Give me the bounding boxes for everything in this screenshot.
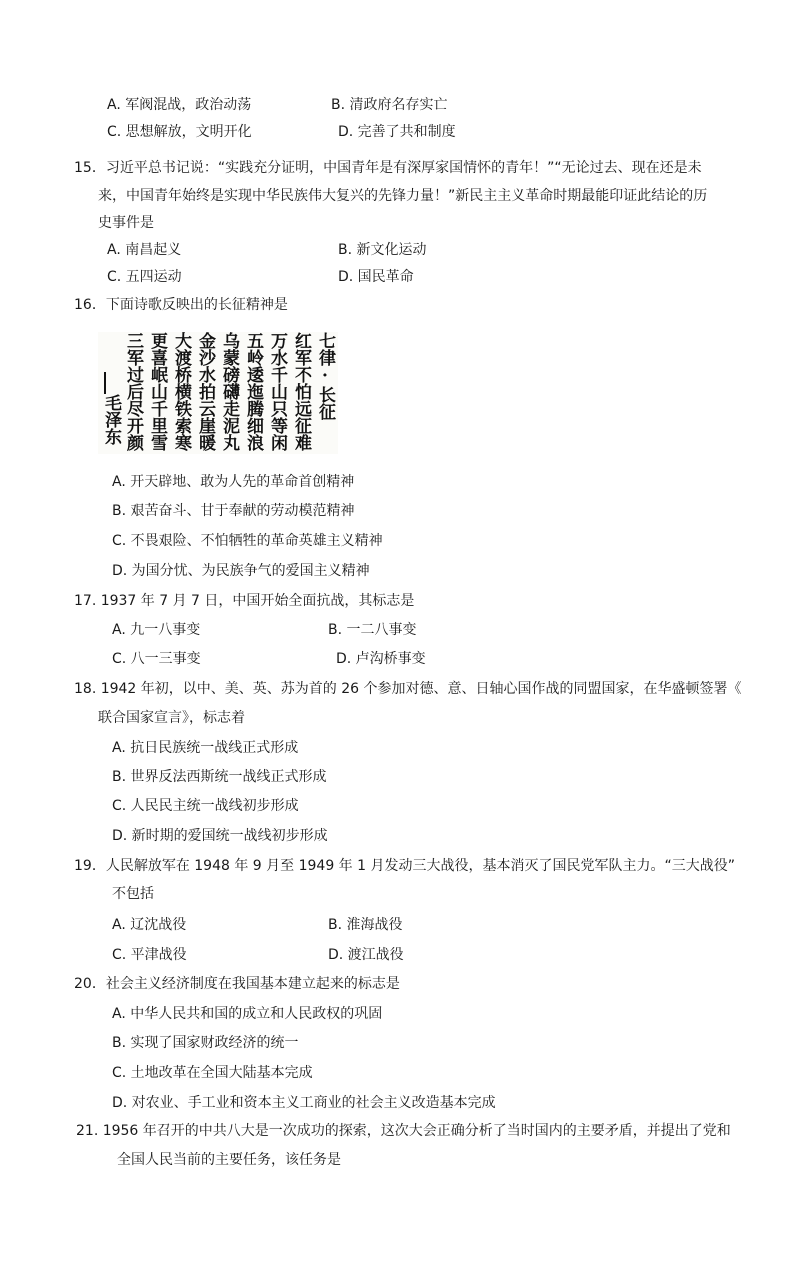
poem-line-6: 大渡桥横铁索寒 [171, 332, 191, 451]
q19-stem-line1: 19．人民解放军在 1948 年 9 月至 1949 年 1 月发动三大战役，基本消灭了国民党军队主力。“三大战役” [74, 858, 735, 874]
poem-line-2: 万水千山只等闲 [267, 332, 287, 451]
q15-stem-line3: 史事件是 [98, 215, 154, 231]
q15-option-a: A. 南昌起义 [107, 242, 182, 258]
q16-option-a: A. 开天辟地、敢为人先的革命首创精神 [112, 474, 355, 490]
poem-line-1: 红军不怕远征难 [291, 332, 311, 451]
q18-option-a: A. 抗日民族统一战线正式形成 [112, 740, 299, 756]
q16-option-d: D. 为国分忧、为民族争气的爱国主义精神 [112, 563, 370, 579]
q15-stem-line2: 来，中国青年始终是实现中华民族伟大复兴的先锋力量！”新民主主义革命时期最能印证此结论的历 [98, 188, 708, 204]
poem-author-dash [104, 372, 106, 394]
poem-line-3: 五岭逶迤腾细浪 [243, 332, 263, 451]
poem-author: 毛泽东 [101, 394, 121, 445]
poem-line-7: 更喜岷山千里雪 [147, 332, 167, 451]
q17-option-c: C. 八一三事变 [112, 651, 201, 667]
q16-option-b: B. 艰苦奋斗、甘于奉献的劳动模范精神 [112, 503, 355, 519]
q20-option-b: B. 实现了国家财政经济的统一 [112, 1035, 299, 1051]
q14-option-d: D. 完善了共和制度 [338, 124, 456, 140]
q16-stem: 16．下面诗歌反映出的长征精神是 [74, 297, 288, 313]
q20-stem: 20．社会主义经济制度在我国基本建立起来的标志是 [74, 976, 400, 992]
q16-option-c: C. 不畏艰险、不怕牺牲的革命英雄主义精神 [112, 533, 383, 549]
q19-option-d: D. 渡江战役 [328, 947, 404, 963]
q15-option-c: C. 五四运动 [107, 269, 182, 285]
q20-option-c: C. 土地改革在全国大陆基本完成 [112, 1065, 313, 1081]
q18-option-b: B. 世界反法西斯统一战线正式形成 [112, 769, 327, 785]
q15-stem-line1: 15．习近平总书记说：“实践充分证明，中国青年是有深厚家国情怀的青年！”“无论过去、现在还是未 [74, 160, 702, 176]
q18-option-c: C. 人民民主统一战线初步形成 [112, 798, 299, 814]
q19-stem-line2: 不包括 [112, 886, 154, 902]
q17-option-a: A. 九一八事变 [112, 622, 201, 638]
q14-option-a: A. 军阀混战，政治动荡 [107, 97, 252, 113]
q19-option-a: A. 辽沈战役 [112, 917, 187, 933]
poem-title: 七律·长征 [315, 332, 335, 420]
q14-option-b: B. 清政府名存实亡 [331, 97, 448, 113]
q15-option-b: B. 新文化运动 [338, 242, 427, 258]
poem-line-8: 三军过后尽开颜 [123, 332, 143, 451]
q17-stem: 17. 1937 年 7 月 7 日，中国开始全面抗战，其标志是 [74, 593, 415, 609]
q17-option-d: D. 卢沟桥事变 [336, 651, 426, 667]
poem-image [98, 332, 338, 454]
q19-option-b: B. 淮海战役 [328, 917, 403, 933]
q20-option-a: A. 中华人民共和国的成立和人民政权的巩固 [112, 1006, 383, 1022]
q18-stem-line2: 联合国家宣言》，标志着 [98, 710, 245, 726]
q20-option-d: D. 对农业、手工业和资本主义工商业的社会主义改造基本完成 [112, 1095, 496, 1111]
q18-stem-line1: 18. 1942 年初，以中、美、英、苏为首的 26 个参加对德、意、日轴心国作战的同盟国家，在华盛顿签署《 [74, 681, 742, 697]
q14-option-c: C. 思想解放，文明开化 [107, 124, 252, 140]
poem-line-5: 金沙水拍云崖暖 [195, 332, 215, 451]
q15-option-d: D. 国民革命 [338, 269, 414, 285]
q18-option-d: D. 新时期的爱国统一战线初步形成 [112, 828, 328, 844]
q21-stem-line2: 全国人民当前的主要任务，该任务是 [117, 1152, 341, 1168]
poem-line-4: 乌蒙磅礴走泥丸 [219, 332, 239, 451]
q19-option-c: C. 平津战役 [112, 947, 187, 963]
q21-stem-line1: 21. 1956 年召开的中共八大是一次成功的探索，这次大会正确分析了当时国内的主要矛盾，并提出了党和 [76, 1123, 731, 1139]
q17-option-b: B. 一二八事变 [328, 622, 417, 638]
